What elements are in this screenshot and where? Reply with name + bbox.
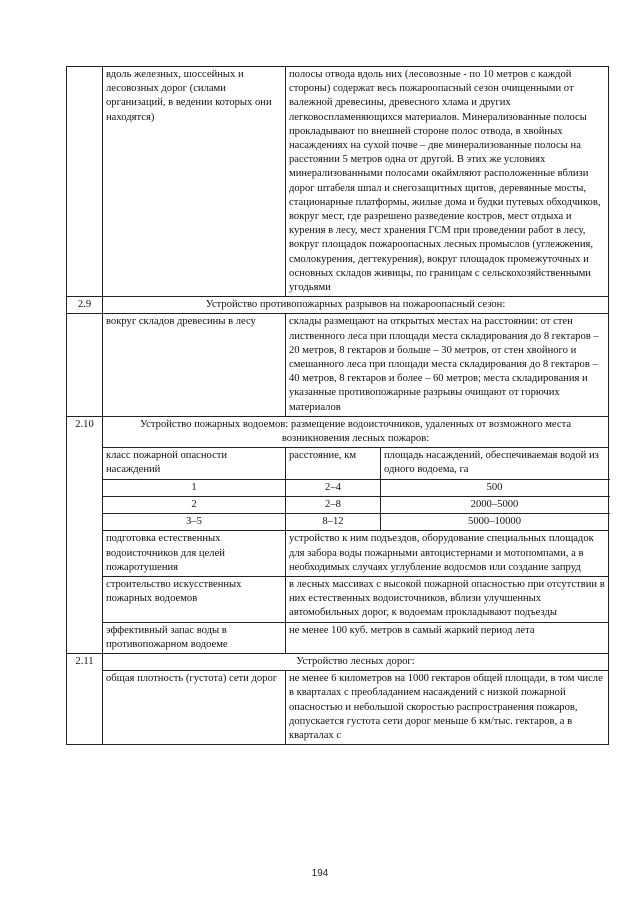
section-title: Устройство лесных дорог: bbox=[103, 653, 609, 670]
requirement-cell: полосы отвода вдоль них (лесовозные - по 10 метров с каждой стороны) содержат весь пожароопасный сезон очищенными от валежной древесины, древесного хлама и других легковоспламеняющихся материалов. Минерализованные полосы прокладывают по внешней стороне полос отвода, в хвойных насаждениях на сухой почве – две минерализованные полосы на расстоянии 5 метров одна от другой. В этих же условиях минерализованными полосами окаймляют расположенные вблизи дорог штабеля шпал и снегозащитных щитов, деревянные мосты, стационарные платформы, жилые дома и будки путевых обходчиков, вокруг мест, где разрешено разведение костров, мест отдыха и курения в лесу, мест хранения ГСМ при проведении работ в лесу, вокруг площадок пожароопасных лесных промыслов (углежжения, смолокурения, дегтекурения), вокруг площадок промежуточных и основных складов живицы, по границам с сельскохозяйственными угодьями bbox=[286, 67, 609, 297]
column-header: расстояние, км bbox=[286, 448, 381, 479]
area-cell: 2000–5000 bbox=[381, 496, 609, 513]
inner-table-row bbox=[67, 479, 609, 496]
row-number-cell bbox=[67, 67, 103, 297]
hazard-class-cell: 3–5 bbox=[103, 514, 286, 531]
section-header-row bbox=[67, 297, 609, 314]
row-number-cell bbox=[67, 314, 103, 416]
section-number: 2.11 bbox=[67, 653, 103, 744]
column-header: класс пожарной опасности насаждений bbox=[103, 448, 286, 479]
requirement-cell: склады размещают на открытых местах на расстоянии: от стен лиственного леса при площади места складирования до 8 гектаров – 20 метров, 8 гектаров и больше – 30 метров, от стен хвойного и смешанного леса при площади места складирования до 8 гектаров – 40 метров, 8 гектаров и более – 60 метров; места складирования и указанные противопожарные разрывы очищают от горючих материалов bbox=[286, 314, 609, 416]
hazard-class-cell: 1 bbox=[103, 479, 286, 496]
inner-table-row bbox=[67, 496, 609, 513]
requirement-cell: в лесных массивах с высокой пожарной опасностью при отсутствии в них естественных водоисточников, вблизи улучшенных автомобильных дорог, к водоемам прокладывают подъезды bbox=[286, 576, 609, 622]
measure-cell: подготовка естественных водоисточников для целей пожаротушения bbox=[103, 531, 286, 577]
hazard-class-cell: 2 bbox=[103, 496, 286, 513]
requirement-cell: не менее 6 километров на 1000 гектаров общей площади, в том числе в кварталах с преобладанием насаждений с низкой пожарной опасностью и небольшой скоростью распространения пожаров, допускается густота сети дорог меньше 6 км/тыс. гектаров, а в кварталах с bbox=[286, 671, 609, 745]
distance-cell: 2–8 bbox=[286, 496, 381, 513]
column-header: площадь насаждений, обеспечиваемая водой из одного водоема, га bbox=[381, 448, 609, 479]
inner-table-header bbox=[67, 448, 609, 479]
table-row bbox=[67, 531, 609, 577]
distance-cell: 2–4 bbox=[286, 479, 381, 496]
section-number: 2.10 bbox=[67, 416, 103, 653]
page-number: 194 bbox=[311, 868, 329, 879]
table-row bbox=[67, 671, 609, 745]
table-row bbox=[67, 67, 609, 297]
distance-cell: 8–12 bbox=[286, 514, 381, 531]
table-row bbox=[67, 314, 609, 416]
measure-cell: строительство искусственных пожарных водоемов bbox=[103, 576, 286, 622]
area-cell: 500 bbox=[381, 479, 609, 496]
requirement-cell: не менее 100 куб. метров в самый жаркий период лета bbox=[286, 622, 609, 653]
table-row bbox=[67, 576, 609, 622]
inner-table-row bbox=[67, 514, 609, 531]
section-title: Устройство пожарных водоемов: размещение водоисточников, удаленных от возможного места возникновения лесных пожаров: bbox=[103, 416, 609, 447]
section-title: Устройство противопожарных разрывов на пожароопасный сезон: bbox=[103, 297, 609, 314]
section-header-row bbox=[67, 653, 609, 670]
measure-cell: вдоль железных, шоссейных и лесовозных дорог (силами организаций, в ведении которых они находятся) bbox=[103, 67, 286, 297]
measure-cell: общая плотность (густота) сети дорог bbox=[103, 671, 286, 745]
fire-safety-table bbox=[66, 66, 609, 745]
requirement-cell: устройство к ним подъездов, оборудование специальных площадок для забора воды пожарными автоцистернами и мотопомпами, а в необходимых случаях углубление водосмов или создание запруд bbox=[286, 531, 609, 577]
measure-cell: эффективный запас воды в противопожарном водоеме bbox=[103, 622, 286, 653]
table-row bbox=[67, 622, 609, 653]
measure-cell: вокруг складов древесины в лесу bbox=[103, 314, 286, 416]
section-number: 2.9 bbox=[67, 297, 103, 314]
area-cell: 5000–10000 bbox=[381, 514, 609, 531]
section-header-row bbox=[67, 416, 609, 447]
